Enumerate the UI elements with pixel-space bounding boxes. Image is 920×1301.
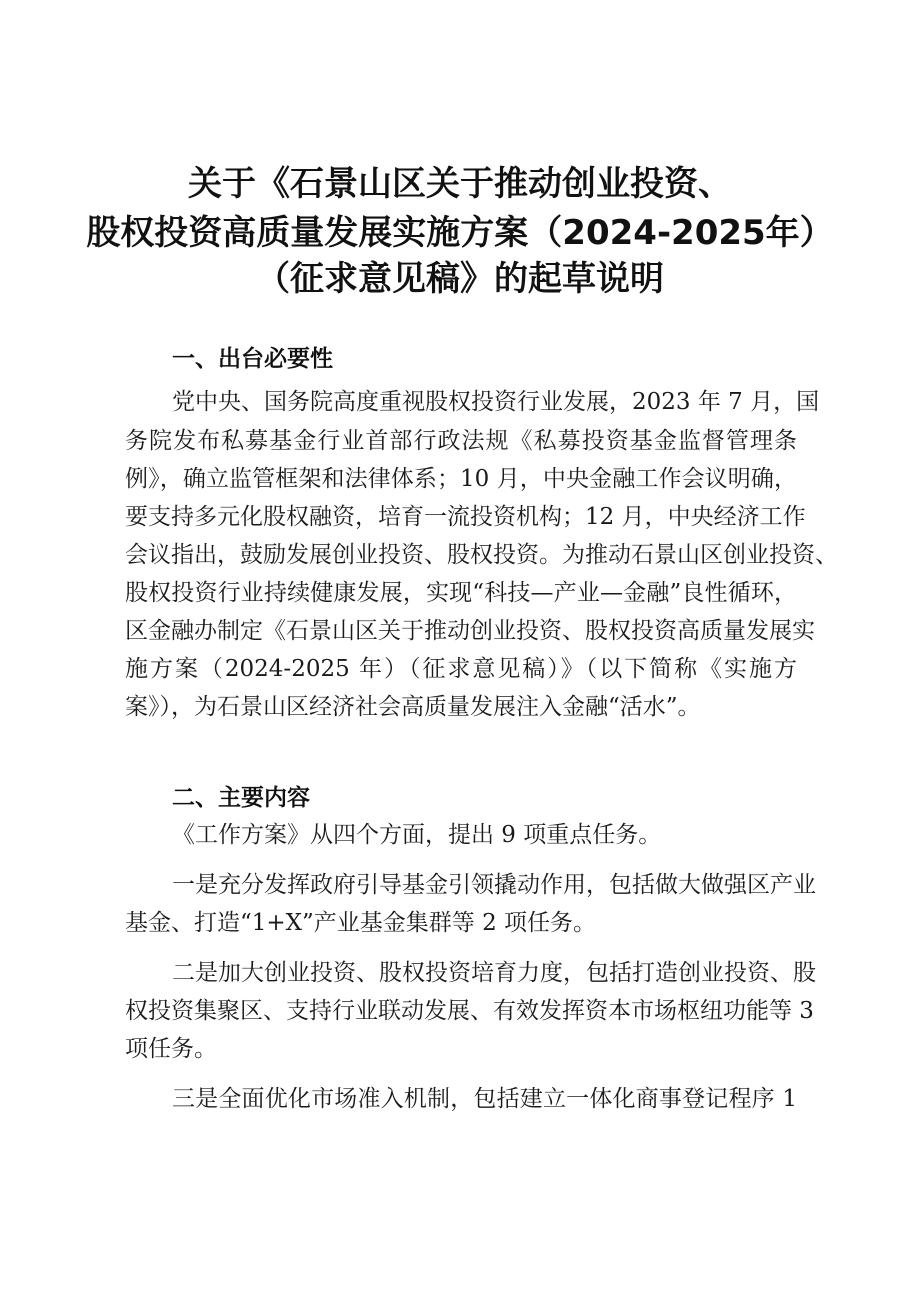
- paragraph-line: 要支持多元化股权融资，培育一流投资机构；12 月，中央经济工作: [125, 504, 806, 530]
- paragraph-line: 例》，确立监管框架和法律体系；10 月，中央金融工作会议明确，: [125, 466, 797, 492]
- paragraph-line: 权投资集聚区、支持行业联动发展、有效发挥资本市场枢纽功能等 3: [125, 998, 814, 1024]
- paragraph-line: 务院发布私募基金行业首部行政法规《私募投资基金监督管理条: [125, 428, 797, 454]
- paragraph-line: 党中央、国务院高度重视股权投资行业发展，2023 年 7 月，国: [172, 389, 820, 415]
- paragraph-line: 案》），为石景山区经济社会高质量发展注入金融“活水”。: [125, 694, 701, 720]
- paragraph-line: 三是全面优化市场准入机制，包括建立一体化商事登记程序 1: [172, 1086, 797, 1112]
- document-title-line-1: 关于《石景山区关于推动创业投资、: [188, 164, 732, 204]
- paragraph-line: 区金融办制定《石景山区关于推动创业投资、股权投资高质量发展实: [125, 618, 815, 644]
- paragraph-line: 基金、打造“1+X”产业基金集群等 2 项任务。: [125, 910, 597, 936]
- document-title-line-3: （征求意见稿》的起草说明: [256, 259, 664, 299]
- paragraph-line: 一是充分发挥政府引导基金引领撬动作用，包括做大做强区产业: [172, 872, 816, 898]
- paragraph-line: 项任务。: [125, 1036, 217, 1062]
- document-title-line-2: 股权投资高质量发展实施方案（2024-2025年）: [86, 213, 834, 253]
- paragraph-line: 《工作方案》从四个方面，提出 9 项重点任务。: [172, 822, 662, 848]
- paragraph-line: 二是加大创业投资、股权投资培育力度，包括打造创业投资、股: [172, 960, 816, 986]
- section-heading-necessity: 一、出台必要性: [172, 346, 333, 372]
- paragraph-line: 施方案（2024-2025 年）（征求意见稿）》（以下简称《实施方: [125, 656, 797, 682]
- paragraph-line: 会议指出，鼓励发展创业投资、股权投资。为推动石景山区创业投资、: [125, 542, 838, 568]
- section-heading-main-content: 二、主要内容: [172, 785, 310, 811]
- paragraph-line: 股权投资行业持续健康发展，实现“科技—产业—金融”良性循环，: [125, 580, 797, 606]
